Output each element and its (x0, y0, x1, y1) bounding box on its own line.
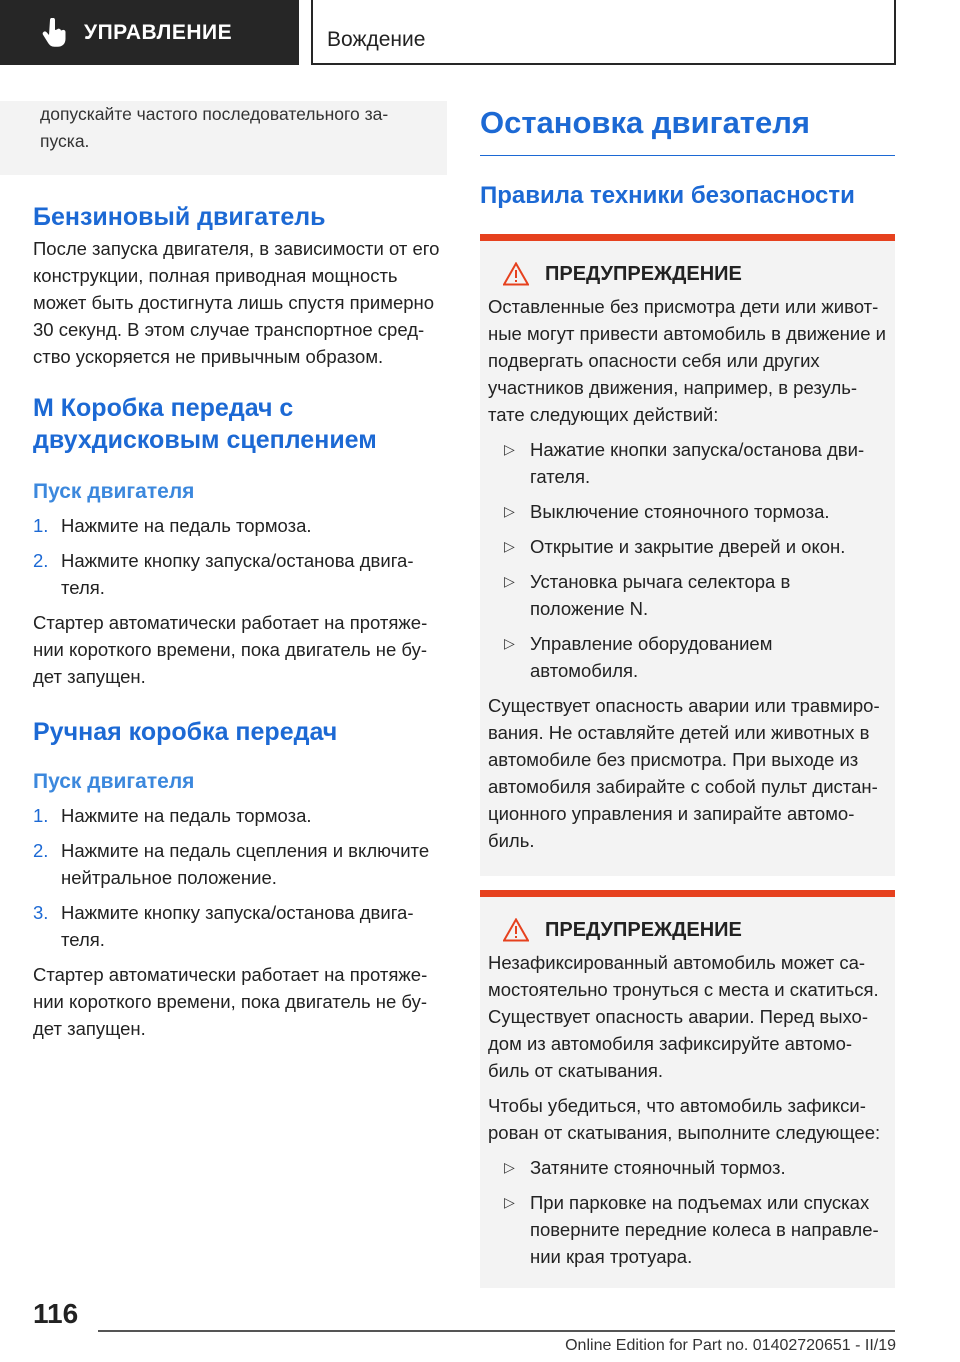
right-column (480, 101, 895, 1288)
petrol-engine-text: После запуска двигателя, в зависимости от его конструкции, полная приводная мощность может быть достигнута лишь спустя примерно 30 секунд. В этом случае транспортное сред-ство ускоряется не привычным образом. (33, 238, 440, 367)
bullet-text: При парковке на подъемах или спусках поверните передние колеса в направле-нии края тротуара. (530, 1192, 879, 1267)
warning-triangle-icon (503, 262, 529, 286)
step-text: Нажмите на педаль тормоза. (61, 515, 312, 536)
bullet-text: Управление оборудованием автомобиля. (530, 633, 773, 681)
hand-pointer-icon (38, 17, 70, 49)
page-number: 116 (33, 1298, 79, 1329)
step-number: 2. (33, 840, 49, 861)
step-number: 1. (33, 515, 49, 536)
bullet-triangle-icon: ▷ (504, 441, 515, 457)
list-item (488, 568, 887, 622)
edition-note: Online Edition for Part no. 01402720651 - II/19 (565, 1337, 896, 1354)
continued-note (0, 101, 447, 175)
left-column (33, 101, 447, 1042)
warning-box-rolling (480, 890, 895, 1288)
list-item (33, 547, 447, 601)
list-item (33, 899, 447, 953)
footer-divider (98, 1330, 895, 1332)
section-title: УПРАВЛЕНИЕ (84, 20, 233, 44)
warning-label: ПРЕДУПРЕЖДЕНИЕ (545, 262, 742, 285)
bullet-triangle-icon: ▷ (504, 538, 515, 554)
bullet-text: Выключение стояночного тормоза. (530, 501, 830, 522)
dct-after-text: Стартер автоматически работает на протяже-нии короткого времени, пока двигатель не бу-дет запущен. (33, 612, 428, 687)
warning-title (488, 915, 887, 945)
bullet-triangle-icon: ▷ (504, 635, 515, 651)
warning-box-children (480, 234, 895, 876)
step-text: Нажмите кнопку запуска/останова двига-теля. (61, 902, 414, 950)
warning-instructions: Чтобы убедиться, что автомобиль зафикси-рован от скатывания, выполните следующее: (488, 1095, 881, 1143)
list-item (488, 533, 887, 560)
list-item (488, 1154, 887, 1181)
step-text: Нажмите на педаль сцепления и включите нейтральное положение. (61, 840, 430, 888)
petrol-engine-heading: Бензиновый двигатель (33, 203, 326, 231)
list-item (488, 1189, 887, 1270)
bullet-text: Затяните стояночный тормоз. (530, 1157, 786, 1178)
bullet-triangle-icon: ▷ (504, 1194, 515, 1210)
warning-intro: Незафиксированный автомобиль может са-мостоятельно тронуться с места и скатиться. Существует опасность аварии. Перед выхо-дом из автомобиля зафиксируйте автомо-биль от скатывания. (488, 952, 879, 1081)
manual-after-text: Стартер автоматически работает на протяже-нии короткого времени, пока двигатель не бу-дет запущен. (33, 964, 428, 1039)
safety-rules-heading: Правила техники безопасности (480, 182, 855, 209)
bullet-triangle-icon: ▷ (504, 1159, 515, 1175)
stop-engine-heading: Остановка двигателя (480, 101, 895, 156)
step-text: Нажмите на педаль тормоза. (61, 805, 312, 826)
list-item (33, 512, 447, 539)
manual-steps (33, 802, 447, 953)
section-tab (0, 0, 299, 65)
bullet-text: Установка рычага селектора в положение N. (530, 571, 791, 619)
chapter-tab (311, 0, 896, 65)
warning-steps-list (488, 1154, 887, 1270)
note-text: допускайте частого последовательного за-пуска. (40, 104, 389, 151)
warning-intro: Оставленные без присмотра дети или живот-ные могут привести автомобиль в движение и подвергать опасности себя или других участников движения, например, в резуль-тате следующих действий: (488, 296, 886, 425)
step-text: Нажмите кнопку запуска/останова двига-теля. (61, 550, 414, 598)
list-item (33, 837, 447, 891)
warning-label: ПРЕДУПРЕЖДЕНИЕ (545, 918, 742, 941)
step-number: 2. (33, 550, 49, 571)
step-number: 1. (33, 805, 49, 826)
manual-gearbox-heading: Ручная коробка передач (33, 718, 338, 746)
bullet-text: Открытие и закрытие дверей и окон. (530, 536, 846, 557)
list-item (488, 630, 887, 684)
bullet-text: Нажатие кнопки запуска/останова дви-гателя. (530, 439, 865, 487)
warning-outro: Существует опасность аварии или травмиро-вания. Не оставляйте детей или животных в автомобиле без присмотра. При выходе из автомобиля забирайте с собой пульт дистан-ционного управления и запирайте автомо-биль. (488, 695, 880, 851)
list-item (488, 436, 887, 490)
list-item (33, 802, 447, 829)
chapter-title: Вождение (327, 28, 426, 51)
dct-start-subheading: Пуск двигателя (33, 480, 195, 503)
list-item (488, 498, 887, 525)
dct-steps (33, 512, 447, 601)
dct-heading: M Коробка передач с двухдисковым сцеплением (33, 394, 377, 454)
manual-start-subheading: Пуск двигателя (33, 770, 195, 793)
bullet-triangle-icon: ▷ (504, 503, 515, 519)
bullet-triangle-icon: ▷ (504, 573, 515, 589)
warning-triangle-icon (503, 918, 529, 942)
warning-actions-list (488, 436, 887, 684)
step-number: 3. (33, 902, 49, 923)
warning-title (488, 259, 887, 289)
